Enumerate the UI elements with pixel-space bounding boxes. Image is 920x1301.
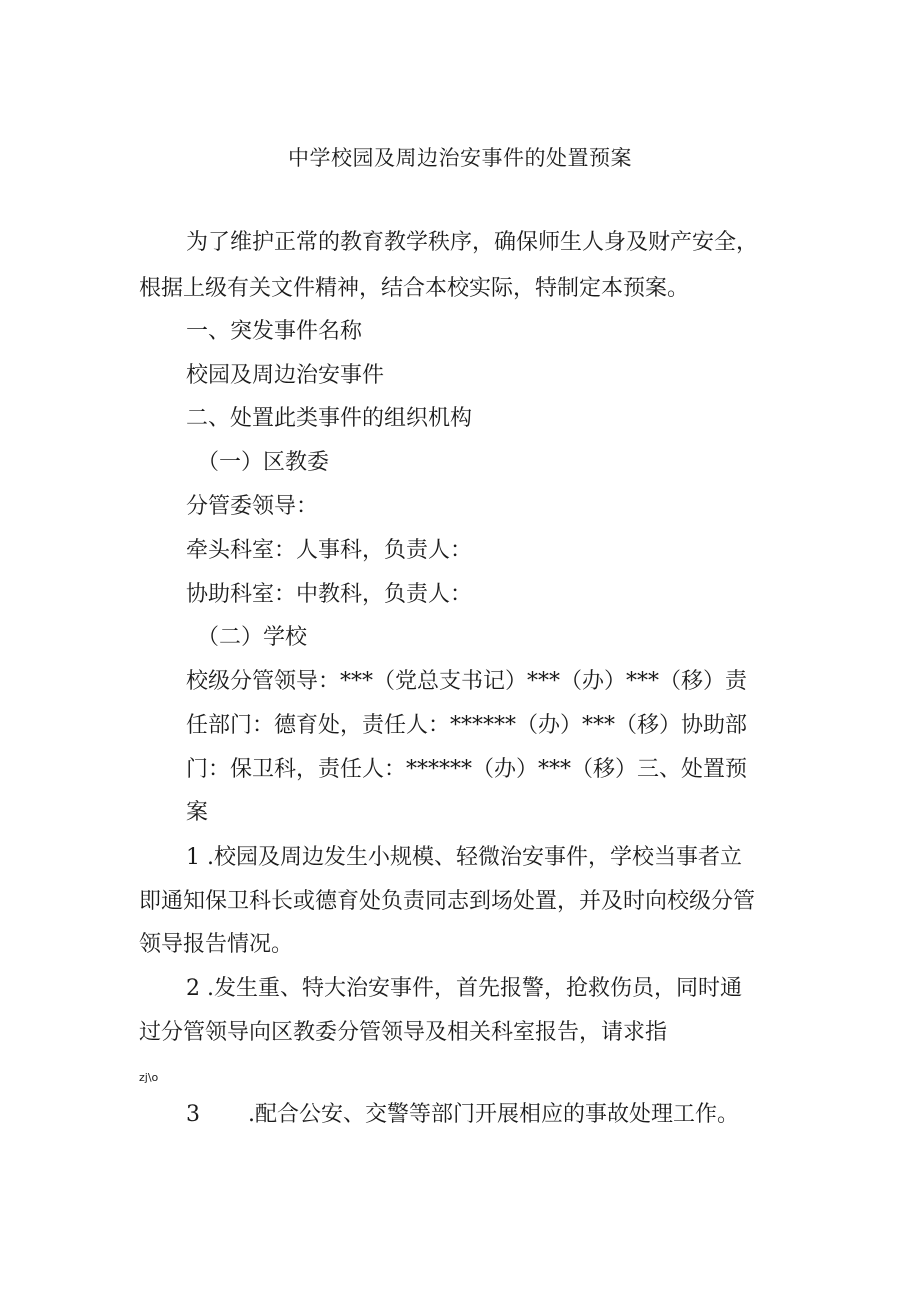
school-line-2: 任部门：德育处，责任人：******（办）***（移）协助部 <box>186 713 748 738</box>
section2-heading: 二、处置此类事件的组织机构 <box>186 406 473 431</box>
school-heading: （二）学校 <box>197 625 308 650</box>
document-title: 中学校园及周边治安事件的处置预案 <box>288 146 632 170</box>
intro-line-2: 根据上级有关文件精神，结合本校实际，特制定本预案。 <box>139 276 690 301</box>
school-line-3: 门：保卫科，责任人：******（办）***（移）三、处置预 <box>186 757 748 782</box>
school-line-1: 校级分管领导：***（党总支书记）***（办）***（移）责 <box>186 669 748 694</box>
item1-line-2: 即通知保卫科长或德育处负责同志到场处置，并及时向校级分管 <box>139 889 756 914</box>
item3-text: .配合公安、交警等部门开展相应的事故处理工作。 <box>248 1102 739 1127</box>
school-line-4: 案 <box>186 800 209 825</box>
item2-line-1: 2 .发生重、特大治安事件，首先报警，抢救伤员，同时通 <box>186 976 742 1001</box>
item2-line-2: 过分管领导向区教委分管领导及相关科室报告，请求指 <box>139 1020 668 1045</box>
district-lead-office: 牵头科室：人事科，负责人： <box>186 538 473 563</box>
intro-line-1: 为了维护正常的教育教学秩序，确保师生人身及财产安全， <box>186 230 759 255</box>
item1-line-3: 领导报告情况。 <box>139 932 294 957</box>
item3-number: 3 <box>186 1102 200 1127</box>
stray-text: zj\o <box>139 1071 159 1084</box>
district-leader: 分管委领导： <box>186 494 319 519</box>
section1-content: 校园及周边治安事件 <box>186 363 385 388</box>
item1-line-1: 1 .校园及周边发生小规模、轻微治安事件，学校当事者立 <box>186 845 742 870</box>
district-heading: （一）区教委 <box>197 450 330 475</box>
district-assist-office: 协助科室：中教科，负责人： <box>186 582 473 607</box>
section1-heading: 一、突发事件名称 <box>186 319 363 344</box>
